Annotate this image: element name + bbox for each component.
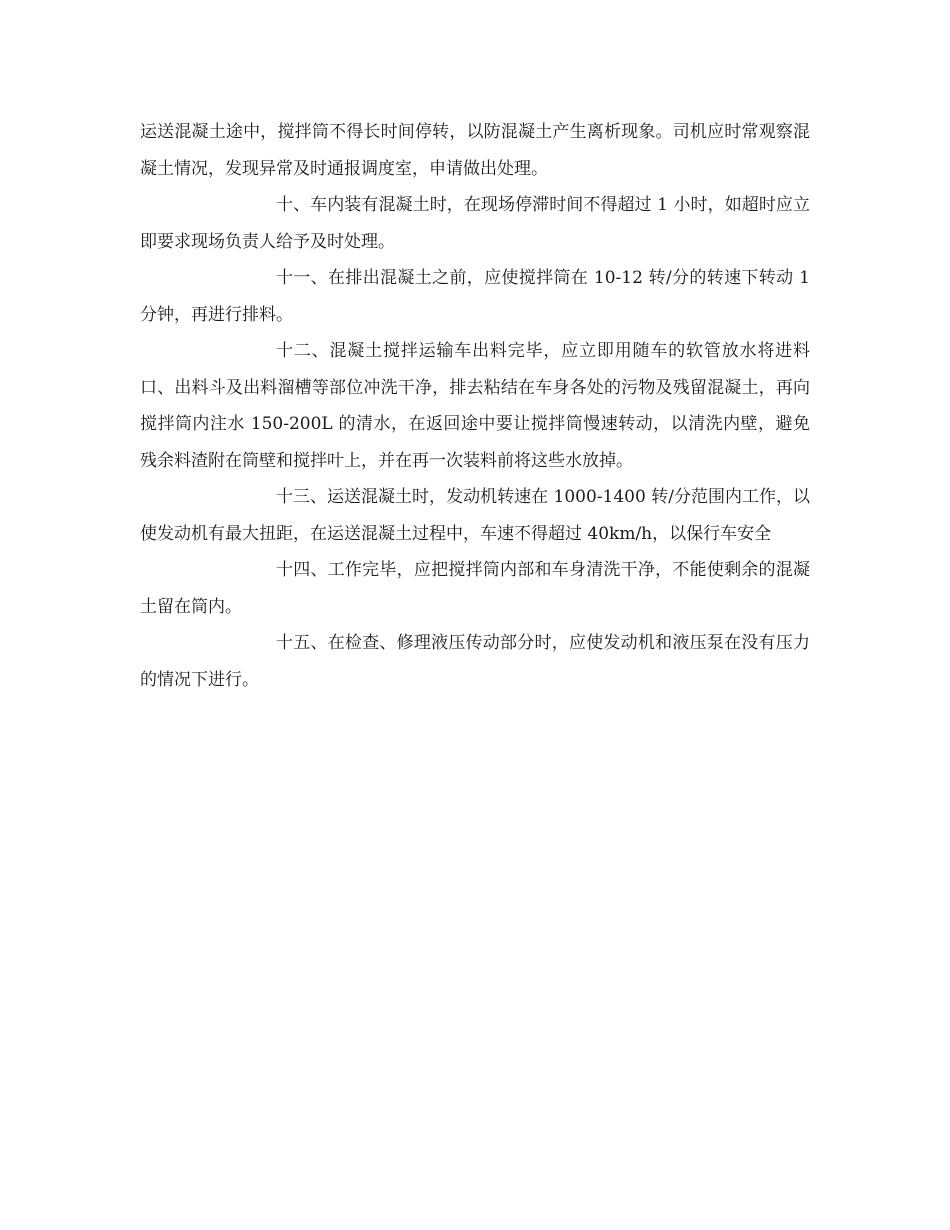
- paragraph-item-11: 十一、在排出混凝土之前，应使搅拌筒在 10-12 转/分的转速下转动 1 分钟，再进行排料。: [140, 268, 810, 325]
- paragraph-item-12: 十二、混凝土搅拌运输车出料完毕，应立即用随车的软管放水将进料口、出料斗及出料溜槽等部位冲洗干净，排去粘结在车身各处的污物及残留混凝土，再向搅拌筒内注水 150-200L 的清水，在返回途中要让搅拌筒慢速转动，以清洗内壁，避免残余料渣附在筒壁和搅拌叶上，并在再一次装料前将这些水放掉。: [140, 341, 810, 471]
- paragraph-item-15: 十五、在检查、修理液压传动部分时，应使发动机和液压泵在没有压力的情况下进行。: [140, 633, 810, 690]
- paragraph-item-10: 十、车内装有混凝土时，在现场停滞时间不得超过 1 小时，如超时应立即要求现场负责人给予及时处理。: [140, 195, 810, 252]
- document-body: [140, 114, 810, 698]
- paragraph-item-14: 十四、工作完毕，应把搅拌筒内部和车身清洗干净，不能使剩余的混凝土留在筒内。: [140, 560, 810, 617]
- paragraph-item-13: 十三、运送混凝土时，发动机转速在 1000-1400 转/分范围内工作，以使发动机有最大扭距，在运送混凝土过程中，车速不得超过 40km/h，以保行车安全: [140, 487, 810, 544]
- paragraph-continuation: 运送混凝土途中，搅拌筒不得长时间停转，以防混凝土产生离析现象。司机应时常观察混凝土情况，发现异常及时通报调度室，申请做出处理。: [140, 122, 810, 179]
